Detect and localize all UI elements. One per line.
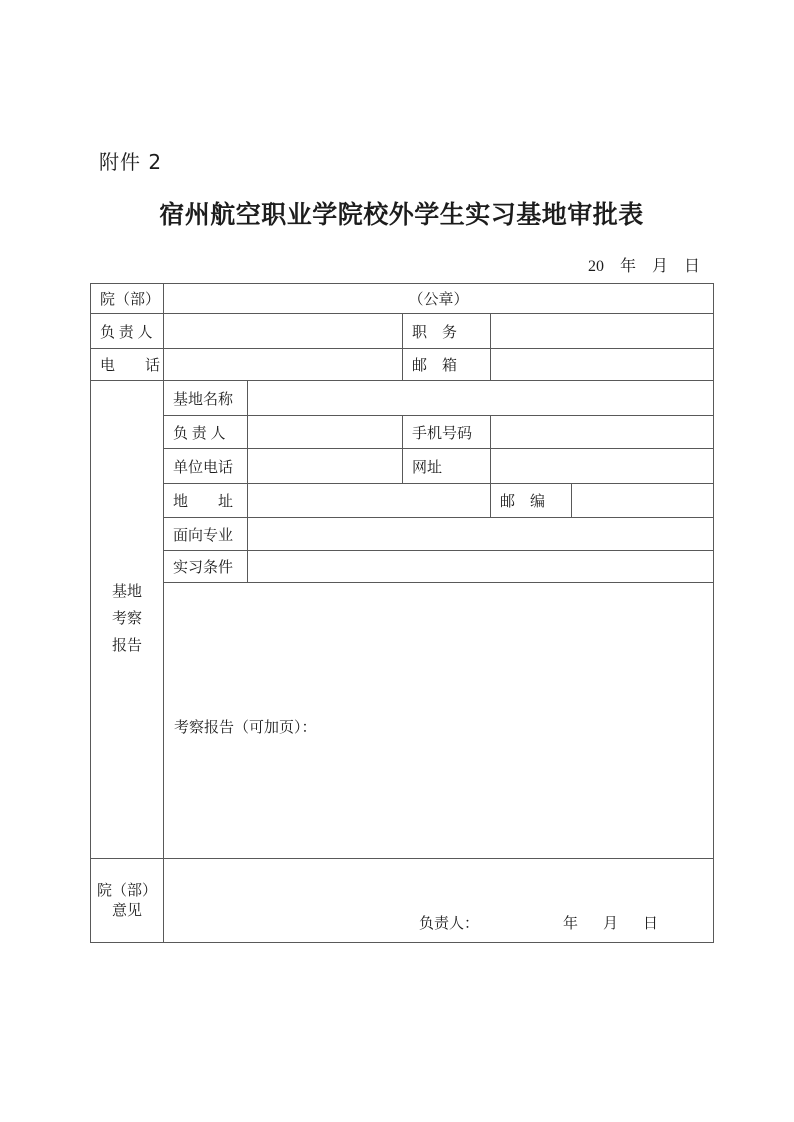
unit-phone-value-cell: [248, 449, 403, 484]
attachment-label: 附件 2: [99, 150, 163, 174]
website-label: 网址: [403, 449, 491, 484]
section-label-line: 基地: [111, 584, 142, 600]
dept-label: 院（部）: [91, 284, 164, 314]
conditions-value-cell: [248, 551, 714, 583]
opinion-label-line: 院（部）: [96, 882, 157, 899]
phone-label: 电 话: [91, 349, 164, 381]
section-label-line: 报告: [111, 638, 142, 654]
opinion-day-label: 日: [643, 916, 659, 932]
inspection-report-cell: [164, 583, 714, 859]
head-value-cell: [164, 314, 403, 349]
opinion-month-label: 月: [603, 916, 619, 932]
duty-value-cell: [491, 314, 714, 349]
zip-value-cell: [572, 484, 714, 518]
opinion-year-label: 年: [563, 916, 579, 932]
majors-label: 面向专业: [164, 518, 248, 551]
dept-opinion-content-cell: [164, 859, 714, 943]
base-name-value-cell: [248, 381, 714, 416]
base-inspection-report-section-label: [91, 381, 164, 859]
zip-label: 邮 编: [491, 484, 572, 518]
section-label-line: 考察: [111, 611, 142, 627]
dept-seal-cell: （公章）: [164, 284, 714, 314]
email-value-cell: [491, 349, 714, 381]
opinion-signer-label: 负责人：: [419, 916, 480, 932]
base-head-label: 负 责 人: [164, 416, 248, 449]
mobile-value-cell: [491, 416, 714, 449]
duty-label: 职 务: [403, 314, 491, 349]
mobile-label: 手机号码: [403, 416, 491, 449]
head-label: 负 责 人: [91, 314, 164, 349]
dept-opinion-label: [91, 859, 164, 943]
base-name-label: 基地名称: [164, 381, 248, 416]
address-value-cell: [248, 484, 491, 518]
phone-value-cell: [164, 349, 403, 381]
inspection-report-label: 考察报告（可加页）：: [174, 720, 317, 736]
address-label: 地 址: [164, 484, 248, 518]
email-label: 邮 箱: [403, 349, 491, 381]
opinion-label-line: 意见: [111, 902, 142, 919]
approval-form-table: [90, 283, 714, 943]
website-value-cell: [491, 449, 714, 484]
conditions-label: 实习条件: [164, 551, 248, 583]
page-title: 宿州航空职业学院校外学生实习基地审批表: [159, 202, 644, 229]
date-line: 20 年 月 日: [587, 258, 700, 275]
unit-phone-label: 单位电话: [164, 449, 248, 484]
base-head-value-cell: [248, 416, 403, 449]
majors-value-cell: [248, 518, 714, 551]
